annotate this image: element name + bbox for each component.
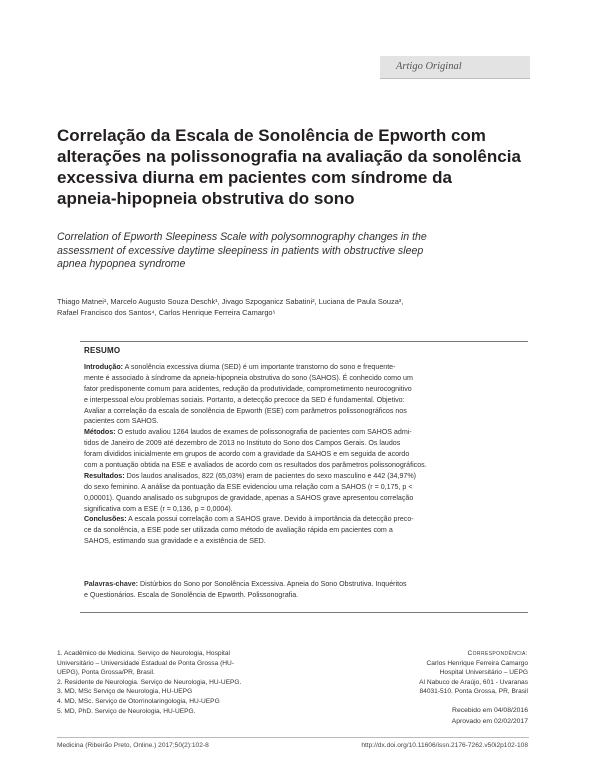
abstract-line	[84, 493, 528, 504]
abstract-section-label: Resultados:	[84, 471, 125, 480]
abstract-line	[84, 384, 528, 395]
affiliation-line: 2. Residente de Neurologia. Serviço de Neurologia, HU-UEPG.	[57, 678, 242, 686]
abstract-line	[84, 525, 528, 536]
abstract-body	[84, 362, 528, 547]
abstract-heading: RESUMO	[84, 346, 121, 355]
section-divider	[380, 78, 530, 79]
affiliation-line: 4. MD, MSc. Serviço de Otorrinolaringologia, HU-UEPG	[57, 697, 220, 705]
abstract-text: significativa com a ESE (r = 0,136, p = 0,0004).	[84, 504, 233, 513]
abstract-line	[84, 395, 528, 406]
abstract-line	[84, 449, 528, 460]
authors-line: Rafael Francisco dos Santos⁴, Carlos Henrique Ferreira Camargo⁵	[57, 308, 276, 317]
abstract-line	[84, 416, 528, 427]
subtitle-line: assessment of excessive daytime sleepiness in patients with obstructive sleep	[57, 244, 424, 257]
abstract-line	[84, 514, 528, 525]
received-date: Recebido em 04/08/2016	[452, 707, 528, 714]
abstract-text: e interpessoal e/ou problemas sociais. Portanto, a detecção precoce da SED é fundamental. Objetivo:	[84, 395, 405, 404]
correspondence-heading: Correspondência:	[467, 650, 528, 657]
keywords-label: Palavras-chave:	[84, 580, 139, 588]
affiliation-line: Universitário – Universidade Estadual de Ponta Grossa (HU-	[57, 659, 235, 667]
english-title	[57, 231, 547, 272]
correspondence-line: Hospital Universitário – UEPG	[439, 669, 528, 677]
affiliations	[57, 649, 317, 716]
abstract-section-label: Introdução:	[84, 363, 124, 371]
abstract-text: O estudo avaliou 1264 laudos de exames de polissonografia de pacientes com SAHOS admi-	[115, 428, 412, 437]
abstract-text: A sonolência excessiva diurna (SED) é um importante transtorno do sono e frequente-	[123, 363, 396, 371]
affiliation-line: 1. Acadêmico de Medicina. Serviço de Neurologia, Hospital	[57, 650, 230, 657]
authors-line: Thiago Matnei¹, Marcelo Augusto Souza Deschk¹, Jivago Szpoganicz Sabatini², Luciana de Paula Souza³,	[57, 297, 404, 306]
abstract-line	[84, 482, 528, 493]
abstract-text: com a pontuação obtida na ESE e avaliados de acordo com os resultados dos parâmetros polissonográficos.	[84, 461, 427, 470]
abstract-bottom-rule	[80, 612, 528, 613]
correspondence	[340, 649, 528, 697]
abstract-section-label: Métodos:	[84, 428, 116, 437]
abstract-line	[84, 427, 528, 438]
title-line: excessiva diurna em pacientes com síndrome da	[57, 168, 452, 187]
affiliation-line: UEPG), Ponta Grossa/PR, Brasil.	[57, 669, 155, 677]
abstract-text: tidos de Janeiro de 2009 até dezembro de 2013 no Instituto do Sono dos Campos Gerais. Os laudos	[84, 439, 401, 448]
abstract-line	[84, 471, 528, 482]
subtitle-line: apnea hypopnea syndrome	[57, 258, 186, 270]
submission-dates	[340, 705, 528, 727]
keywords-line	[84, 590, 528, 601]
abstract-line	[84, 536, 528, 547]
abstract-line	[84, 438, 528, 449]
abstract-line	[84, 373, 528, 384]
abstract-text: ce da sonolência, a ESE pode ser utilizada como método de avaliação rápida em pacientes com a	[84, 526, 393, 535]
footer-rule	[57, 737, 529, 738]
abstract-top-rule	[80, 341, 528, 342]
abstract-text: foram divididos inicialmente em grupos de acordo com a gravidade da SAHOS e em seguida de acordo	[84, 450, 410, 459]
title-line: Correlação da Escala de Sonolência de Epworth com	[57, 126, 486, 145]
subtitle-line: Correlation of Epworth Sleepiness Scale with polysomnography changes in the	[57, 231, 427, 243]
correspondence-line: 84031-510. Ponta Grossa, PR, Brasil	[419, 688, 528, 696]
abstract-text: pacientes com SAHOS.	[84, 417, 159, 426]
author-list	[57, 296, 547, 318]
approved-date: Aprovado em 02/02/2017	[451, 718, 528, 725]
abstract-text: Avaliar a correlação da escala de sonolência de Epworth (ESE) com parâmetros polissonográficos nos	[84, 406, 407, 415]
abstract-text: Dos laudos analisados, 822 (65,03%) eram de pacientes do sexo masculino e 442 (34,97%)	[124, 471, 417, 480]
abstract-line	[84, 460, 528, 471]
correspondence-line: Al Nabuco de Araújo, 601 - Uvaranas	[419, 678, 528, 686]
abstract-line	[84, 504, 528, 515]
abstract-text: mente é associado à síndrome da apneia-hipopneia obstrutiva do sono (SAHOS). É conhecido como um	[84, 373, 413, 382]
keywords-line	[84, 579, 528, 590]
abstract-text: 0,00001). Quando analisado os subgrupos de gravidade, apenas a SAHOS grave apresentou correlação	[84, 493, 414, 502]
affiliation-line: 3. MD, MSc Serviço de Neurologia, HU-UEPG	[57, 688, 193, 696]
affiliation-line: 5. MD, PhD. Serviço de Neurologia, HU-UEPG.	[57, 707, 196, 715]
abstract-text: do sexo feminino. A análise da pontuação da ESE evidenciou uma relação com a SAHOS (r = 0,175, p <	[84, 482, 413, 491]
abstract-text: SAHOS, estimando sua gravidade e a existência de SED.	[84, 537, 266, 546]
abstract-line	[84, 362, 528, 373]
correspondence-line: Carlos Henrique Ferreira Camargo	[426, 659, 528, 667]
keywords-text: e Questionários. Escala de Sonolência de Epworth. Polissonografia.	[84, 590, 299, 599]
keywords	[84, 579, 528, 601]
abstract-line	[84, 406, 528, 417]
abstract-text: A escala possui correlação com a SAHOS grave. Devido à importância da detecção preco-	[126, 515, 414, 524]
abstract-text: fator predisponente comum para acidentes, redução da produtividade, comprometimento neurocognitivo	[84, 384, 412, 393]
doi-link[interactable]: http://dx.doi.org/10.11606/issn.2176-7262.v50i2p102-108	[361, 742, 528, 749]
section-label: Artigo Original	[380, 56, 530, 78]
article-title	[57, 125, 547, 209]
title-line: alterações na polissonografia na avaliação da sonolência	[57, 147, 521, 166]
journal-citation: Medicina (Ribeirão Preto, Online.) 2017;50(2):102-8	[57, 742, 209, 749]
title-line: apneia-hipopneia obstrutiva do sono	[57, 189, 355, 208]
keywords-text: Distúrbios do Sono por Sonolência Excessiva. Apneia do Sono Obstrutiva. Inquéritos	[138, 580, 407, 588]
abstract-section-label: Conclusões:	[84, 515, 127, 524]
